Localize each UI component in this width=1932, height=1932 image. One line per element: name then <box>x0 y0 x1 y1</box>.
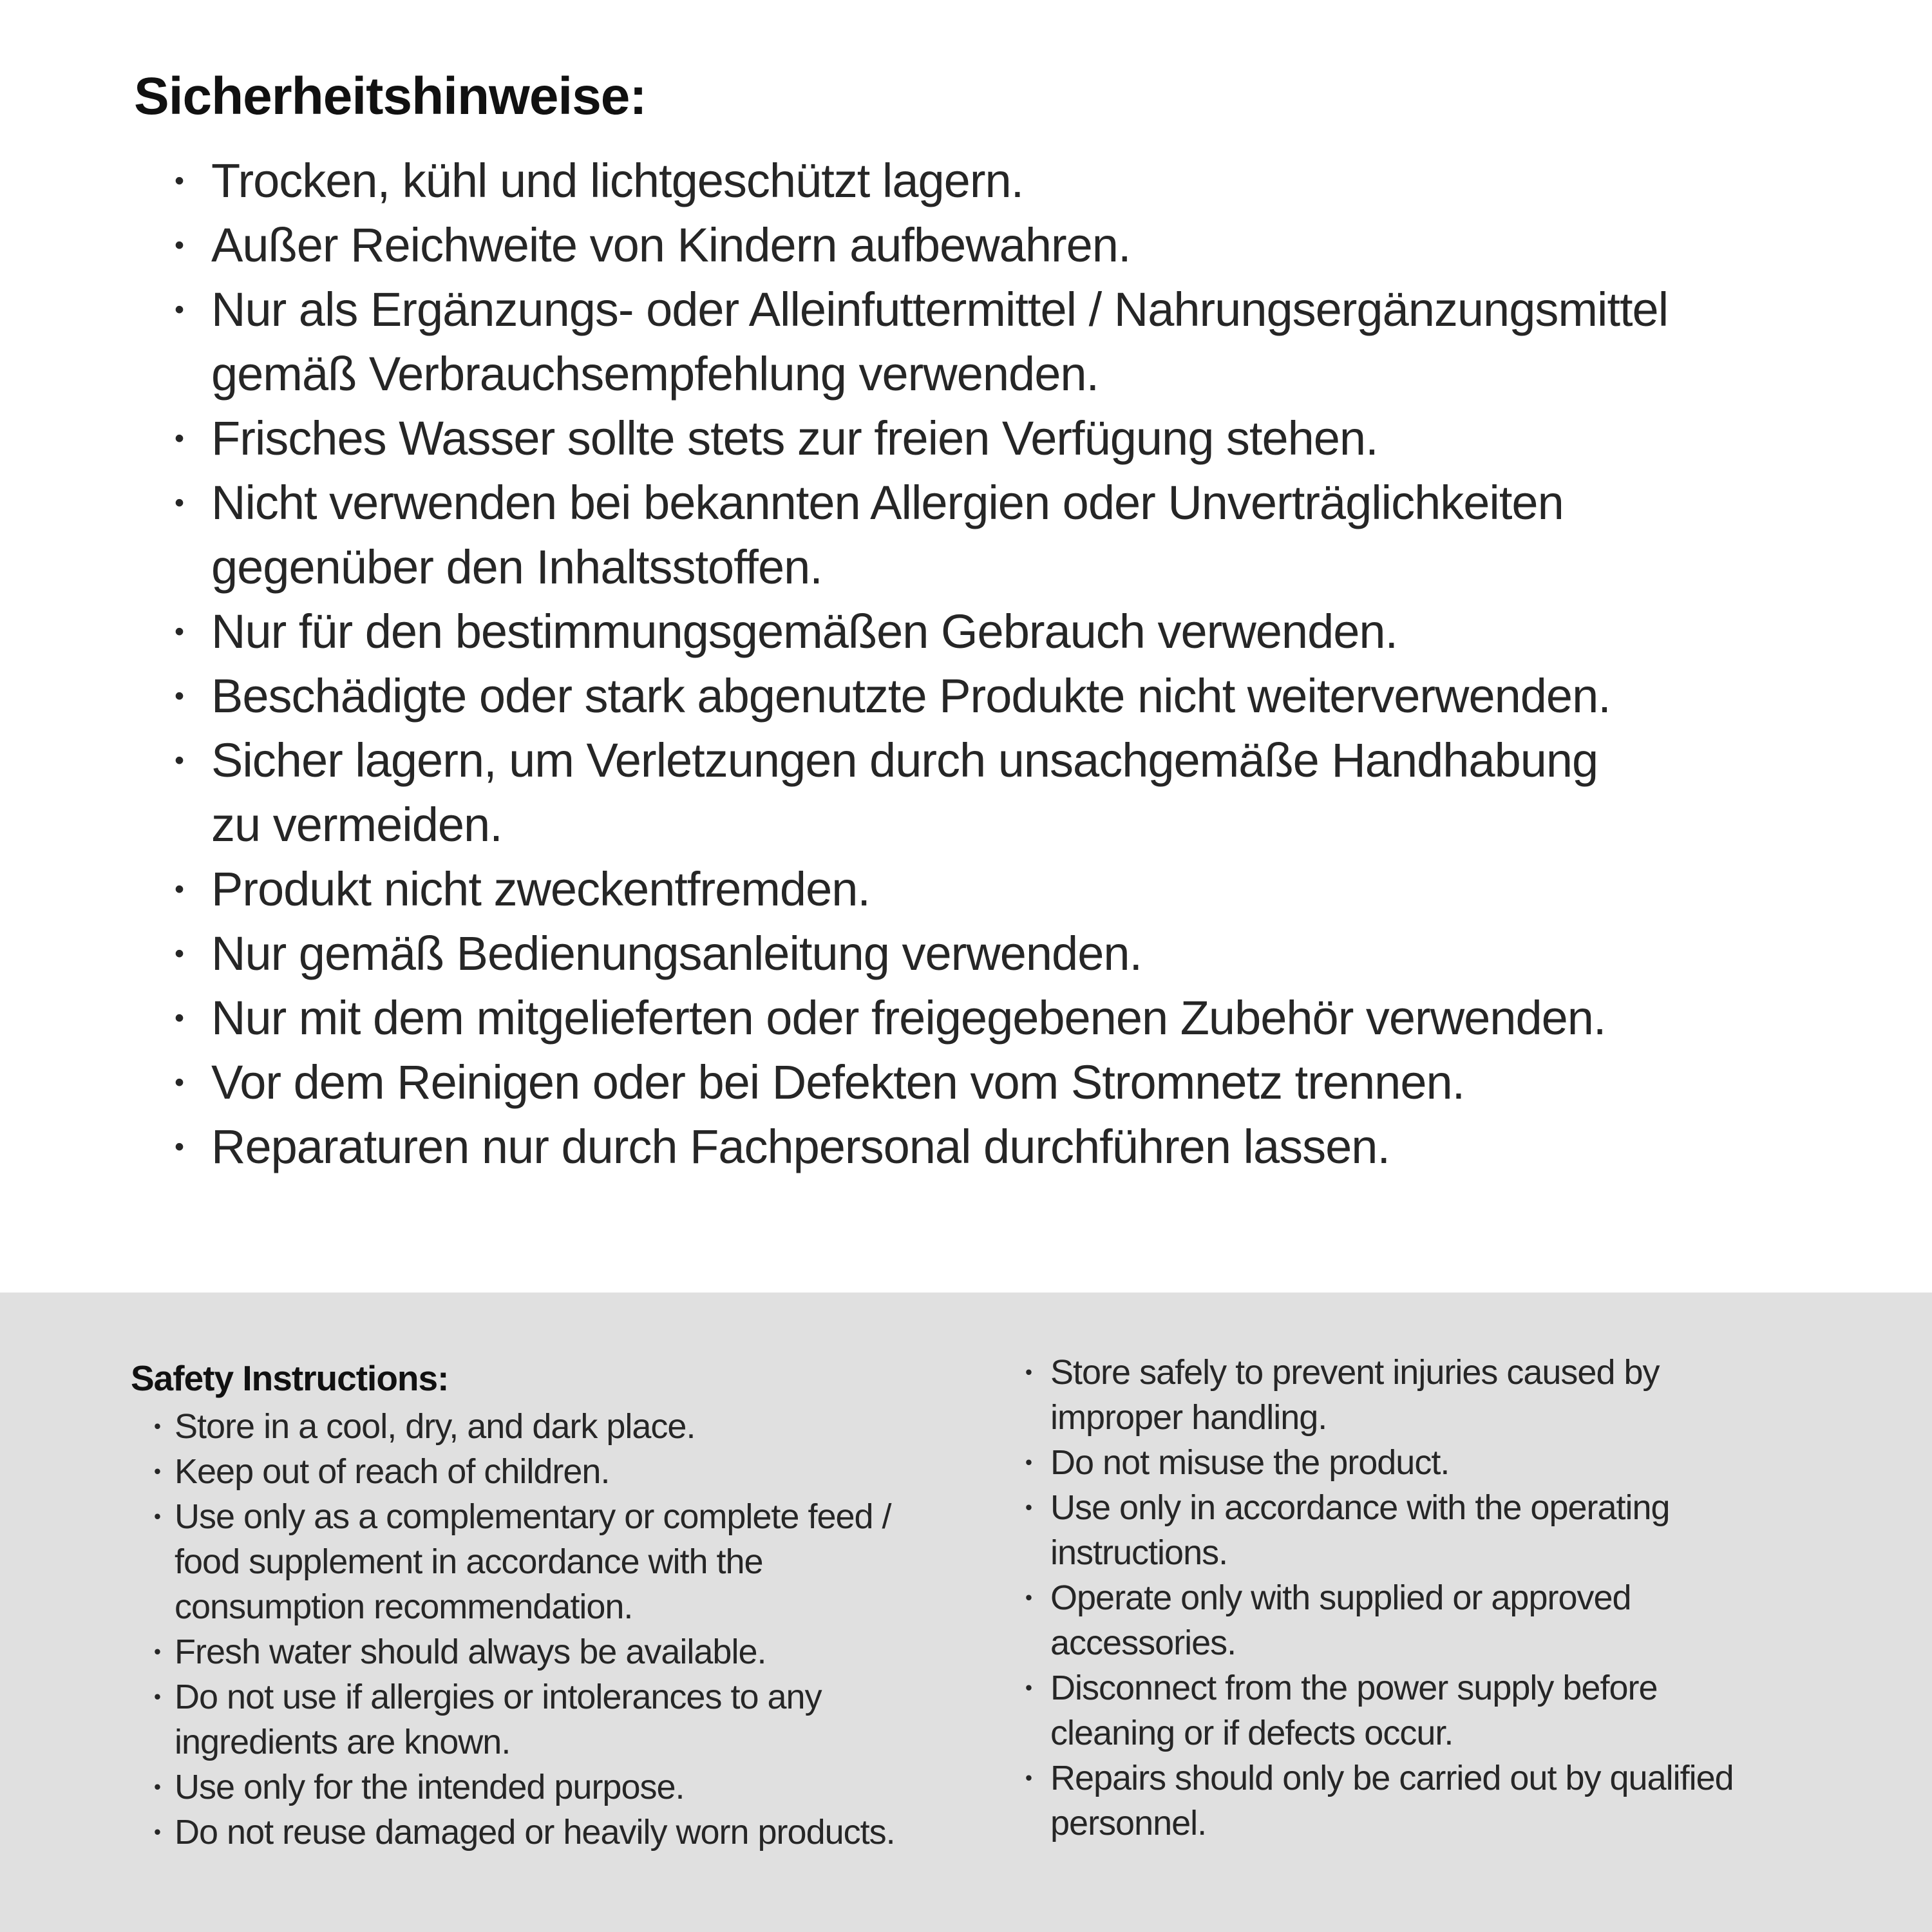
bullet-icon: • <box>175 1067 184 1098</box>
list-item-text: Sicher lagern, um Verletzungen durch unsachgemäße Handhabung <box>211 734 1598 787</box>
bullet-icon: • <box>154 1685 160 1708</box>
list-item-text: Store in a cool, dry, and dark place. <box>175 1407 696 1446</box>
bullet-icon: • <box>175 745 184 776</box>
list-item-text: Repairs should only be carried out by qualified <box>1050 1759 1734 1797</box>
list-item <box>175 664 1668 728</box>
list-item-text: Use only in accordance with the operating <box>1050 1488 1670 1527</box>
bullet-icon: • <box>175 1003 184 1034</box>
list-item <box>154 1404 895 1449</box>
bullet-icon: • <box>154 1776 160 1798</box>
list-item-text: Keep out of reach of children. <box>175 1452 610 1491</box>
bullet-icon: • <box>1025 1586 1032 1609</box>
list-item-continuation <box>175 342 1668 406</box>
list-item-text: Operate only with supplied or approved <box>1050 1578 1631 1617</box>
list-item <box>175 922 1668 986</box>
list-item <box>175 857 1668 922</box>
list-item-text: Do not use if allergies or intolerances to any <box>175 1678 822 1716</box>
bullet-icon: • <box>154 1415 160 1437</box>
list-item-text: Nicht verwenden bei bekannten Allergien oder Unverträglichkeiten <box>211 476 1564 529</box>
bullet-icon: • <box>175 681 184 712</box>
list-item-text: Use only as a complementary or complete feed / <box>175 1497 891 1536</box>
bullet-icon: • <box>175 294 184 325</box>
bullet-icon: • <box>175 423 184 454</box>
list-item-text: Do not misuse the product. <box>1050 1443 1450 1482</box>
list-item <box>1025 1665 1734 1710</box>
bullet-icon: • <box>154 1460 160 1482</box>
list-item-text: food supplement in accordance with the <box>175 1542 763 1581</box>
bullet-icon: • <box>175 488 184 518</box>
list-item <box>175 600 1668 664</box>
english-safety-list-left-column <box>154 1404 895 1855</box>
list-item <box>154 1765 895 1810</box>
list-item-continuation <box>154 1719 895 1765</box>
bullet-icon: • <box>1025 1766 1032 1789</box>
list-item-text: consumption recommendation. <box>175 1587 633 1626</box>
list-item-continuation <box>1025 1801 1734 1846</box>
bullet-icon: • <box>154 1505 160 1528</box>
list-item <box>175 728 1668 793</box>
list-item <box>154 1674 895 1719</box>
list-item-text: Nur gemäß Bedienungsanleitung verwenden. <box>211 927 1142 980</box>
list-item <box>175 406 1668 471</box>
list-item-text: personnel. <box>1050 1804 1207 1842</box>
list-item-continuation <box>154 1584 895 1629</box>
list-item-text: improper handling. <box>1050 1398 1327 1437</box>
list-item-text: Außer Reichweite von Kindern aufbewahren. <box>211 218 1131 272</box>
bullet-icon: • <box>175 166 184 196</box>
list-item-text: Reparaturen nur durch Fachpersonal durchführen lassen. <box>211 1120 1390 1173</box>
list-item <box>175 213 1668 278</box>
list-item-continuation <box>1025 1395 1734 1440</box>
english-section-title: Safety Instructions: <box>131 1358 449 1398</box>
bullet-icon: • <box>175 1132 184 1162</box>
list-item <box>1025 1756 1734 1801</box>
english-safety-list-right-column <box>1025 1350 1734 1846</box>
bullet-icon: • <box>1025 1676 1032 1699</box>
list-item <box>1025 1575 1734 1620</box>
list-item-text: Vor dem Reinigen oder bei Defekten vom Stromnetz trennen. <box>211 1056 1465 1109</box>
list-item <box>1025 1350 1734 1395</box>
list-item-text: gemäß Verbrauchsempfehlung verwenden. <box>211 347 1099 401</box>
list-item-text: Frisches Wasser sollte stets zur freien Verfügung stehen. <box>211 412 1378 465</box>
list-item-continuation <box>175 535 1668 600</box>
list-item-text: Produkt nicht zweckentfremden. <box>211 862 870 916</box>
list-item-text: Nur mit dem mitgelieferten oder freigegebenen Zubehör verwenden. <box>211 991 1606 1045</box>
list-item <box>154 1810 895 1855</box>
bullet-icon: • <box>1025 1496 1032 1519</box>
list-item-text: gegenüber den Inhaltsstoffen. <box>211 540 822 594</box>
list-item <box>154 1629 895 1674</box>
list-item <box>175 1050 1668 1115</box>
bullet-icon: • <box>1025 1451 1032 1473</box>
list-item-text: Beschädigte oder stark abgenutzte Produkte nicht weiterverwenden. <box>211 669 1611 723</box>
bullet-icon: • <box>154 1821 160 1843</box>
bullet-icon: • <box>175 616 184 647</box>
list-item <box>1025 1440 1734 1485</box>
list-item <box>154 1494 895 1539</box>
list-item-text: Use only for the intended purpose. <box>175 1768 685 1806</box>
list-item-text: Disconnect from the power supply before <box>1050 1669 1658 1707</box>
german-safety-list <box>175 149 1668 1179</box>
list-item-continuation <box>1025 1530 1734 1575</box>
list-item <box>175 471 1668 535</box>
bullet-icon: • <box>175 938 184 969</box>
bullet-icon: • <box>154 1640 160 1663</box>
list-item-text: Do not reuse damaged or heavily worn products. <box>175 1813 895 1852</box>
list-item <box>175 986 1668 1050</box>
german-section-title: Sicherheitshinweise: <box>134 67 647 126</box>
list-item-text: cleaning or if defects occur. <box>1050 1714 1454 1752</box>
list-item-continuation <box>175 793 1668 857</box>
list-item-text: Nur für den bestimmungsgemäßen Gebrauch verwenden. <box>211 605 1398 658</box>
bullet-icon: • <box>175 874 184 905</box>
list-item-text: accessories. <box>1050 1624 1236 1662</box>
list-item <box>175 149 1668 213</box>
list-item-text: Trocken, kühl und lichtgeschützt lagern. <box>211 154 1024 207</box>
list-item-text: Nur als Ergänzungs- oder Alleinfuttermittel / Nahrungsergänzungsmittel <box>211 283 1669 336</box>
list-item-text: Store safely to prevent injuries caused by <box>1050 1353 1660 1392</box>
list-item <box>154 1449 895 1494</box>
list-item <box>175 278 1668 342</box>
bullet-icon: • <box>1025 1361 1032 1383</box>
list-item <box>175 1115 1668 1179</box>
list-item-text: zu vermeiden. <box>211 798 502 851</box>
list-item-text: instructions. <box>1050 1533 1228 1572</box>
bullet-icon: • <box>175 230 184 261</box>
list-item-continuation <box>1025 1620 1734 1665</box>
list-item-text: ingredients are known. <box>175 1723 511 1761</box>
list-item-continuation <box>154 1539 895 1584</box>
list-item <box>1025 1485 1734 1530</box>
list-item-continuation <box>1025 1710 1734 1756</box>
list-item-text: Fresh water should always be available. <box>175 1633 766 1671</box>
